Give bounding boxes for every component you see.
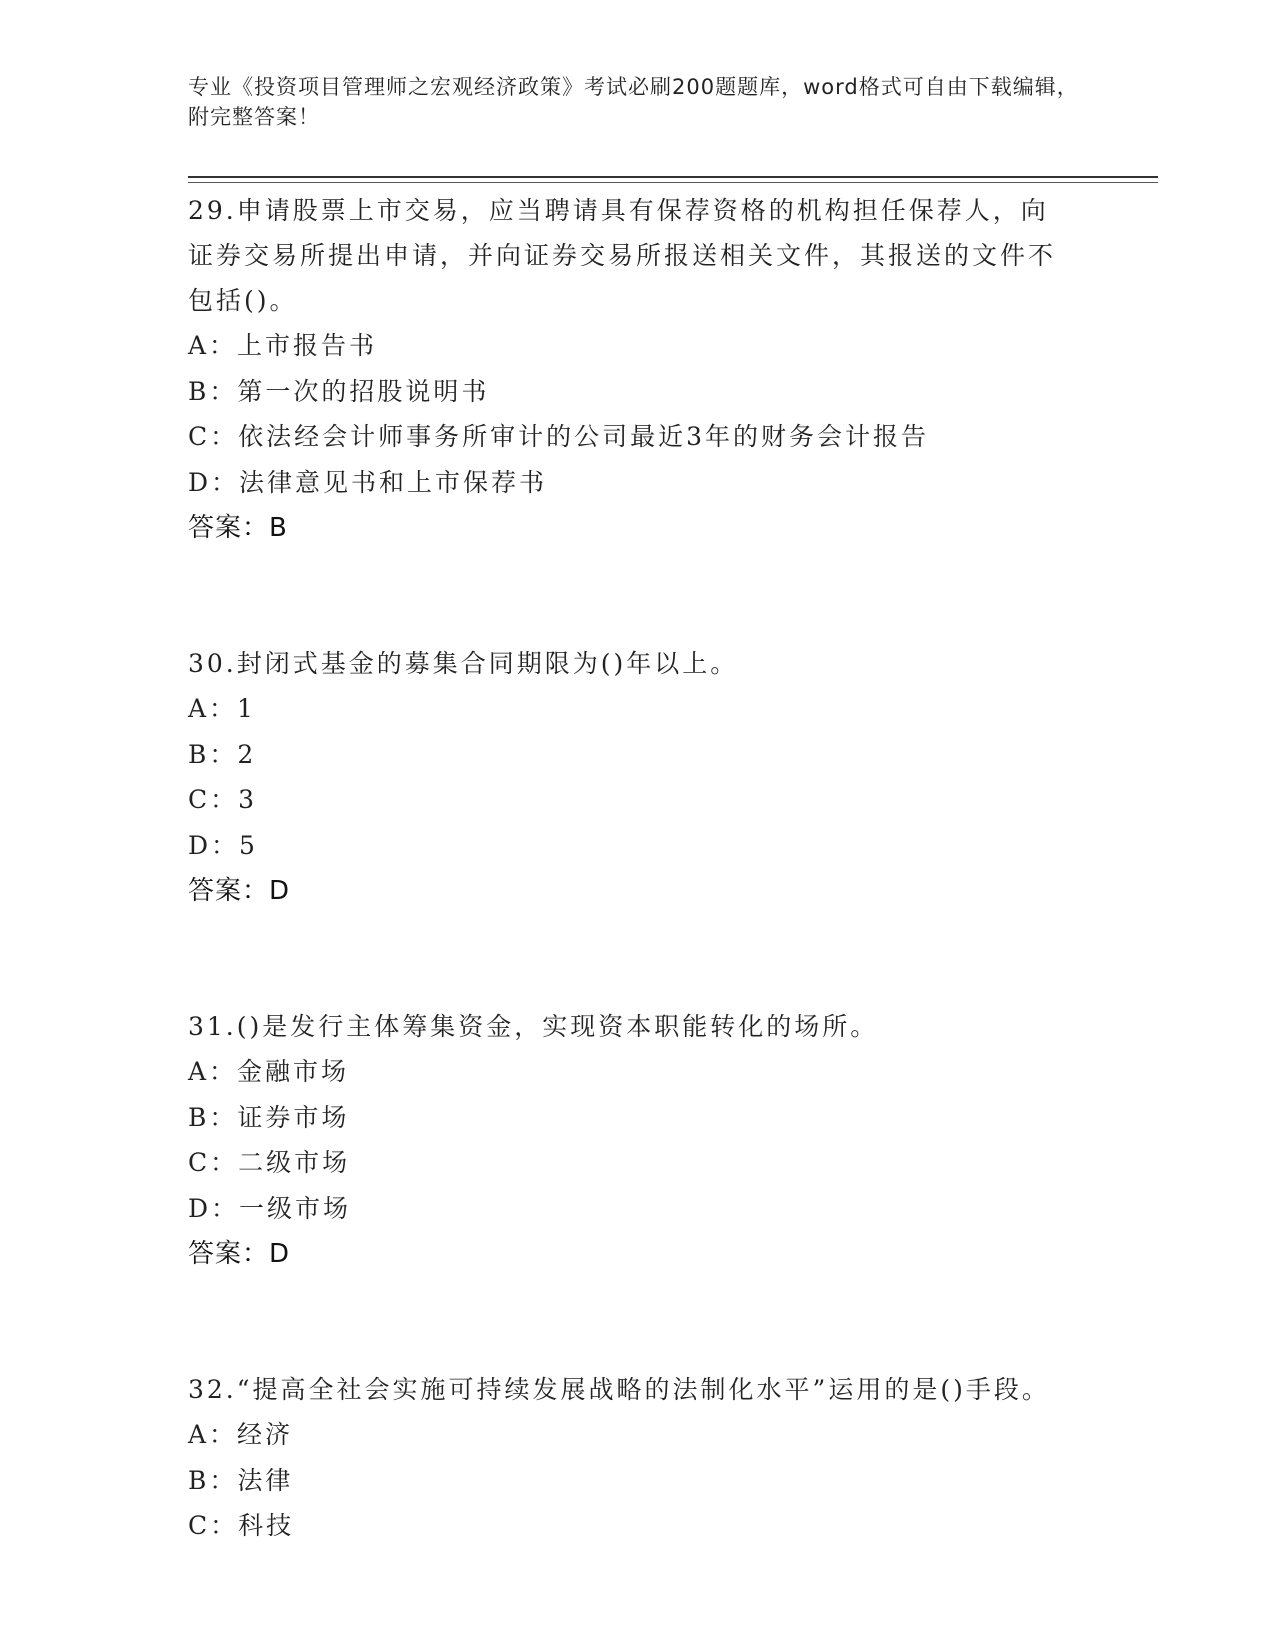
option-a: A：上市报告书 — [188, 331, 378, 360]
option-b: B：第一次的招股说明书 — [188, 376, 490, 406]
question-stem: 30.封闭式基金的募集合同期限为()年以上。 — [188, 649, 739, 678]
option-c: C：二级市场 — [188, 1148, 351, 1177]
option-d: D：5 — [188, 830, 258, 860]
answer-label: 答案：D — [188, 1239, 291, 1269]
option-b: B：2 — [188, 739, 257, 769]
answer-label: 答案：D — [188, 876, 291, 906]
option-d: D：一级市场 — [188, 1193, 352, 1223]
header-divider-thick — [188, 176, 1158, 178]
question-31 — [188, 1004, 1068, 1277]
question-stem: 32.“提高全社会实施可持续发展战略的法制化水平”运用的是()手段。 — [188, 1375, 1050, 1404]
option-a: A：经济 — [188, 1420, 294, 1449]
header-divider-thin — [188, 182, 1158, 183]
answer-label: 答案：B — [188, 513, 288, 543]
option-a: A：1 — [188, 694, 256, 723]
option-c: C：3 — [188, 785, 258, 814]
question-29 — [188, 188, 1068, 551]
question-list — [188, 188, 1068, 1549]
question-stem: 31.()是发行主体筹集资金，实现资本职能转化的场所。 — [188, 1012, 879, 1041]
spacer — [188, 1277, 1068, 1367]
option-a: A：金融市场 — [188, 1057, 350, 1086]
option-d: D：法律意见书和上市保荐书 — [188, 467, 548, 497]
spacer — [188, 914, 1068, 1004]
option-b: B：证券市场 — [188, 1102, 350, 1132]
question-32 — [188, 1367, 1068, 1549]
option-b: B：法律 — [188, 1465, 294, 1495]
option-c: C：科技 — [188, 1511, 295, 1540]
spacer — [188, 551, 1068, 641]
option-c: C：依法经会计师事务所审计的公司最近3年的财务会计报告 — [188, 422, 930, 451]
document-header: 专业《投资项目管理师之宏观经济政策》考试必刷200题题库，word格式可自由下载编辑，附完整答案！ — [188, 75, 1079, 129]
question-30 — [188, 641, 1068, 914]
question-stem: 29.申请股票上市交易，应当聘请具有保荐资格的机构担任保荐人，向证券交易所提出申请，并向证券交易所报送相关文件，其报送的文件不包括()。 — [188, 196, 1057, 315]
